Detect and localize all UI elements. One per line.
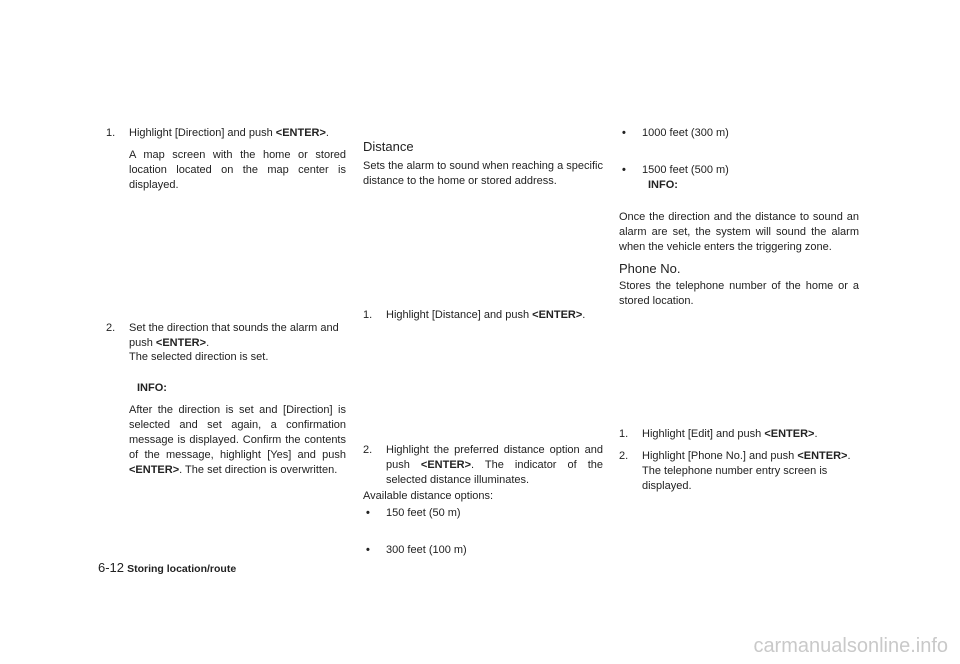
enter-key-label: <ENTER>	[420, 459, 472, 471]
step-end: .	[582, 309, 586, 321]
col1-info-label: INFO:	[137, 382, 167, 394]
step-text: Highlight [Phone No.] and push	[642, 450, 795, 462]
col3-step-2	[619, 449, 859, 494]
step-number: 2.	[363, 444, 373, 456]
bullet-icon: •	[622, 127, 626, 139]
info-text-b: . The set direction is overwritten.	[179, 464, 338, 476]
option-text: 150 feet (50 m)	[386, 507, 461, 519]
enter-key-label: <ENTER>	[129, 464, 180, 476]
distance-option	[619, 126, 859, 141]
column-3	[619, 0, 859, 492]
step-end: .	[814, 428, 818, 440]
phone-no-heading: Phone No.	[619, 261, 681, 276]
page-number: 6-12	[98, 560, 125, 575]
step-number: 1.	[619, 428, 629, 440]
info-text-a: After the direction is set and [Direction] is selected and set again, a confirmation message is displayed. Confirm the contents of the message, highlight [Yes] and push	[129, 404, 346, 461]
column-2	[363, 0, 603, 556]
distance-heading: Distance	[363, 139, 414, 154]
col1-step-2-description: The selected direction is set.	[129, 351, 269, 363]
col1-info-text	[106, 403, 346, 478]
enter-key-label: <ENTER>	[155, 337, 207, 349]
col2-step-1	[363, 308, 603, 323]
col1-step-1	[106, 126, 346, 141]
step-end: .	[325, 127, 329, 139]
step-number: 2.	[106, 322, 116, 334]
distance-option	[619, 163, 859, 178]
enter-key-label: <ENTER>	[532, 309, 583, 321]
step-number: 1.	[363, 309, 373, 321]
enter-key-label: <ENTER>	[275, 127, 326, 139]
col1-step-1-description: A map screen with the home or stored location located on the map center is displayed.	[129, 149, 346, 191]
step-number: 2.	[619, 450, 629, 462]
step-text: Highlight [Direction] and push	[129, 127, 273, 139]
col3-info-label: INFO:	[648, 179, 678, 191]
step-text-b: . The indicator of the selected distance illuminates.	[386, 459, 603, 486]
col3-step-1	[619, 427, 859, 442]
enter-key-label: <ENTER>	[764, 428, 815, 440]
step-end: .	[206, 337, 210, 349]
option-text: 300 feet (100 m)	[386, 544, 467, 556]
bullet-icon: •	[366, 544, 370, 556]
page-footer	[98, 560, 236, 577]
section-title: Storing location/route	[127, 563, 237, 575]
enter-key-label: <ENTER>	[797, 450, 848, 462]
step-text: Set the direction that sounds the alarm and push	[129, 322, 339, 349]
col1-step-2	[106, 321, 346, 351]
distance-intro: Sets the alarm to sound when reaching a specific distance to the home or stored address.	[363, 160, 603, 187]
step-end: .	[847, 450, 851, 462]
options-label: Available distance options:	[363, 490, 494, 502]
col3-step-2-description: The telephone number entry screen is displayed.	[642, 465, 828, 492]
bullet-icon: •	[366, 507, 370, 519]
step-text: Highlight [Edit] and push	[642, 428, 762, 440]
step-text-a: Highlight the preferred distance option and push	[386, 444, 603, 471]
option-text: 1000 feet (300 m)	[642, 127, 729, 139]
phone-no-intro: Stores the telephone number of the home or a stored location.	[619, 280, 859, 307]
option-text: 1500 feet (500 m)	[642, 164, 729, 176]
step-text: Highlight [Distance] and push	[386, 309, 530, 321]
watermark: carmanualsonline.info	[753, 635, 948, 657]
distance-option	[363, 543, 603, 558]
col2-step-2	[363, 443, 603, 488]
distance-option	[363, 506, 603, 521]
step-number: 1.	[106, 127, 116, 139]
bullet-icon: •	[622, 164, 626, 176]
col3-info-text: Once the direction and the distance to sound an alarm are set, the system will sound the alarm when the vehicle enters the triggering zone.	[619, 211, 859, 253]
